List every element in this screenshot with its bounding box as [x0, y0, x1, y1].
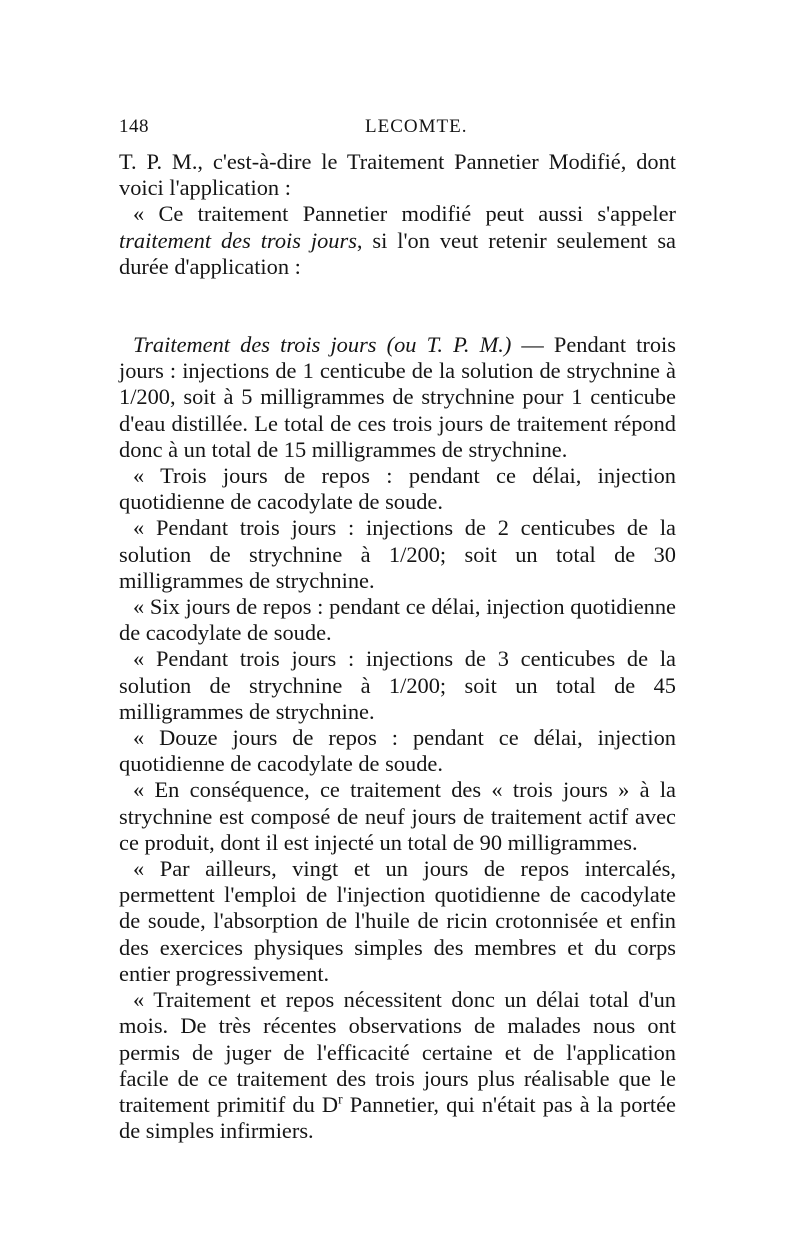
conclusion-end: Pannetier, qui n'était pas à la portée de simples infirmiers.: [119, 1091, 676, 1144]
paragraph-spacer: [119, 280, 676, 332]
paragraph-quote-opening: [119, 201, 676, 280]
quote-opening-end: , si l'on veut retenir seulement sa durée d'application :: [119, 227, 676, 279]
quote-opening-text: « Ce traitement Pannetier modifié peut aussi s'appeler: [133, 201, 676, 227]
paragraph-rest-six-days: « Six jours de repos : pendant ce délai, injection quotidienne de cacodylate de soude.: [119, 594, 676, 646]
doctor-superscript: r: [338, 1091, 343, 1107]
paragraph-additional-days: « Par ailleurs, vingt et un jours de repos intercalés, permettent l'emploi de l'injection quotidienne de cacodylate de soude, l'absorption de l'huile de ricin crotonnisée et enfin des exercices physiques simples des membres et du corps entier progressivement.: [119, 856, 676, 986]
paragraph-rest-twelve-days: « Douze jours de repos : pendant ce délai, injection quotidienne de cacodylate de soude.: [119, 725, 676, 777]
italic-term: traitement des trois jours: [119, 227, 357, 253]
paragraph-second-phase: « Pendant trois jours : injections de 2 centicubes de la solution de strychnine à 1/200; soit un total de 30 milligrammes de strychnine.: [119, 515, 676, 593]
page-body: [119, 149, 676, 1144]
conclusion-text: « Traitement et repos nécessitent donc un délai total d'un mois. De très récentes observations de malades nous ont permis de juger de l'efficacité certaine et de l'application facile de ce traitement des trois jours plus réalisable que le traitement primitif du D: [119, 987, 676, 1117]
paragraph-treatment-heading: [119, 332, 676, 463]
paragraph-consequence: « En conséquence, ce traitement des « trois jours » à la strychnine est composé de neuf jours de traitement actif avec ce produit, dont il est injecté un total de 90 milligrammes.: [119, 777, 676, 855]
running-head: LECOMTE.: [365, 116, 468, 137]
page-header: [119, 116, 679, 146]
paragraph-intro: T. P. M., c'est-à-dire le Traitement Pannetier Modifié, dont voici l'application :: [119, 149, 676, 201]
treatment-description: — Pendant trois jours : injections de 1 centicube de la solution de strychnine à 1/200, soit à 5 milligrammes de strychnine pour 1 centicube d'eau distillée. Le total de ces trois jours de traitement répond donc à un total de 15 milligrammes de strychnine.: [119, 332, 676, 462]
paragraph-conclusion: [119, 987, 676, 1144]
page-number: 148: [119, 116, 149, 137]
paragraph-third-phase: « Pendant trois jours : injections de 3 centicubes de la solution de strychnine à 1/200; soit un total de 45 milligrammes de strychnine.: [119, 646, 676, 724]
treatment-heading: Traitement des trois jours (ou T. P. M.): [133, 332, 512, 358]
paragraph-rest-three-days: « Trois jours de repos : pendant ce délai, injection quotidienne de cacodylate de soude.: [119, 463, 676, 515]
